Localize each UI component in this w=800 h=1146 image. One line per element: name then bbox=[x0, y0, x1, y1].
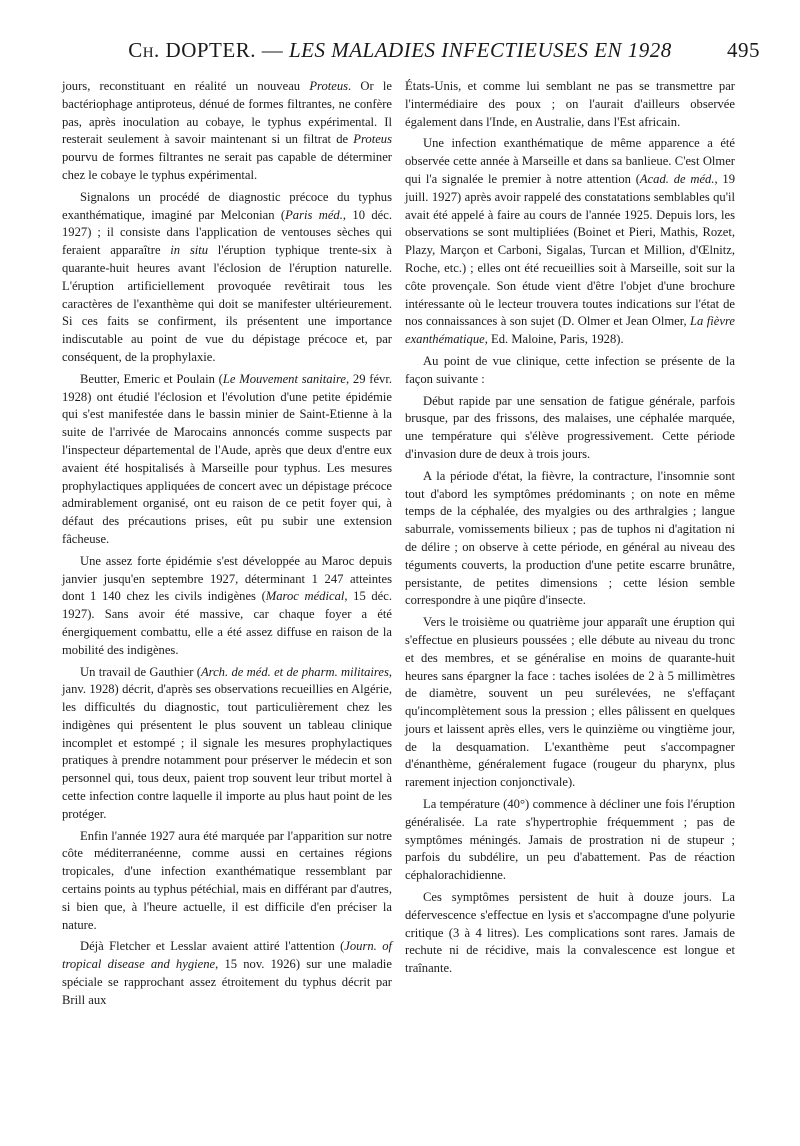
paragraph: Enfin l'année 1927 aura été marquée par l'apparition sur notre côte méditerranéenne, comme aussi en certaines régions tropicales, d'une infection exanthématique ressemblant par certains points au typhus pétéchial, mais en différant par d'autres, si bien que, à l'heure actuelle, il est difficile d'en préciser la nature. bbox=[62, 828, 392, 932]
left-column bbox=[62, 78, 392, 1010]
running-header bbox=[60, 38, 760, 72]
paragraph: Signalons un procédé de diagnostic précoce du typhus exanthématique, imaginé par Melconian (Paris méd., 10 déc. 1927) ; il consiste dans l'application de ventouses sèches qui feraient apparaître in situ l'éruption typhique trente-six à quarante-huit heures avant l'éclosion de l'éruption naturelle. L'éruption artificiellement provoquée revêtirait tous les caractères de l'exanthème qui doit se manifester ultérieurement. Si ces faits se confirment, ils présentent une importance indiscutable au point de vue du dépistage précoce et, par conséquent, de la prophylaxie. bbox=[62, 189, 392, 364]
paragraph: La température (40°) commence à décliner une fois l'éruption généralisée. La rate s'hypertrophie fréquemment ; pas de symptômes méningés. Jamais de prostration ni de stupeur ; parfois du subdélire, un peu d'abattement. Pas de réaction céphalorachidienne. bbox=[405, 797, 735, 883]
paragraph: Vers le troisième ou quatrième jour apparaît une éruption qui s'effectue en plusieurs poussées ; elle débute au niveau du tronc et des membres, et se généralise en moins de quarante-huit heures sans épargner la face : taches isolées de 2 à 5 millimètres de diamètre, souvent un peu surélevées, ne s'effaçant qu'incomplètement sous la pression ; elles pâlissent en quelques jours et laissent après elles, vers le quinzième ou vingtième jour, de la desquamation. L'exanthème peut s'accompagner d'énanthème, généralement fugace (rougeur du pharynx, plus rarement injection conjonctivale). bbox=[405, 615, 735, 790]
paragraph: Au point de vue clinique, cette infection se présente de la façon suivante : bbox=[405, 353, 735, 386]
paragraph: Ces symptômes persistent de huit à douze jours. La défervescence s'effectue en lysis et s'accompagne d'une polyurie critique (3 à 4 litres). Les complications sont rares. Jamais de rechute ni de récidive, mais la convalescence est longue et traînante. bbox=[405, 890, 735, 976]
paragraph: Beutter, Emeric et Poulain (Le Mouvement sanitaire, 29 févr. 1928) ont étudié l'éclosion et l'évolution d'une petite épidémie qui s'est manifestée dans le bassin minier de Saint-Etienne à la suite de l'arrivée de Marocains annoncés comme suspects par l'inspecteur départemental de l'Aude, après que deux d'entre eux avaient été hospitalisés à Marseille pour typhus. Les mesures prophylactiques appliquées de concert avec un dépistage précoce admirablement organisé, ont eu raison de ce petit foyer qui, à défaut des précautions prises, eût pu subir une extension fâcheuse. bbox=[62, 371, 392, 546]
paragraph: Une infection exanthématique de même apparence a été observée cette année à Marseille et dans sa banlieue. C'est Olmer qui l'a signalée le premier à notre attention (Acad. de méd., 19 juill. 1927) après avoir rappelé des constatations semblables qu'il avait été appelé à faire au cours de l'année 1925. Depuis lors, les observations se sont multipliées (Boinet et Pieri, Mathis, Rozet, Plazy, Marçon et Carboni, Sigalas, Turcan et Million, d'Œlnitz, Roche, etc.) ; elles ont été recueillies soit à Marseille, soit sur la côte provençale. Son étude vient d'être l'objet d'une brochure intéressante où le lecteur trouvera toutes indications sur l'état de nos connaissances à son sujet (D. Olmer et Jean Olmer, La fièvre exanthématique, Ed. Maloine, Paris, 1928). bbox=[405, 136, 736, 347]
header-title: LES MALADIES INFECTIEUSES EN 1928 bbox=[288, 38, 672, 62]
paragraph: jours, reconstituant en réalité un nouveau Proteus. Or le bactériophage antiproteus, dénué de formes filtrantes, ne confère pas, après inoculation au cobaye, le typhus expérimental. Il resterait seulement à savoir maintenant si un filtrat de Proteus pourvu de formes filtrantes ne serait pas capable de déterminer chez le cobaye le typhus expérimental. bbox=[62, 79, 392, 182]
paragraph: Déjà Fletcher et Lesslar avaient attiré l'attention (Journ. of tropical disease and hygiene, 15 nov. 1926) sur une maladie spéciale se rapprochant assez étroitement du typhus décrit par Brill aux bbox=[62, 939, 393, 1007]
paragraph: États-Unis, et comme lui semblant ne pas se transmettre par l'intermédiaire des poux ; on l'aurait d'ailleurs observée également dans l'Inde, en Australie, dans l'Est africain. bbox=[405, 79, 735, 129]
header-author: Ch. DOPTER. bbox=[128, 38, 256, 62]
right-column bbox=[405, 78, 735, 978]
paragraph: Début rapide par une sensation de fatigue générale, parfois brusque, par des frissons, des malaises, une céphalée marquée, une température qui s'élève progressivement. Cette période d'invasion dure de deux à trois jours. bbox=[405, 393, 735, 461]
page-number: 495 bbox=[727, 38, 760, 62]
paragraph: Un travail de Gauthier (Arch. de méd. et de pharm. militaires, janv. 1928) décrit, d'après ses observations recueillies en Algérie, les difficultés du diagnostic, tout particulièrement chez les indigènes qui présentent le plus souvent un tableau clinique incomplet et estompé ; il signale les mesures prophylactiques pratiques à prendre notamment pour préserver le médecin et son personnel qui, tous deux, paient trop souvent leur tribut mortel à cette infection contre laquelle il importe au plus haut point de les protéger. bbox=[62, 664, 393, 821]
paragraph: A la période d'état, la fièvre, la contracture, l'insomnie sont tout d'abord les symptômes prédominants ; on note en même temps de la céphalée, des myalgies ou des arthralgies ; langue saburrale, vomissements bilieux ; pas de tuphos ni d'agitation ni de délire ; on observe à cette période, en général au niveau des téguments couverts, la production d'une petite escarre brunâtre, persistante, de petites dimensions ; cette lésion semble correspondre à une piqûre d'insecte. bbox=[405, 468, 735, 608]
header-dash: — bbox=[255, 38, 289, 62]
paragraph: Une assez forte épidémie s'est développée au Maroc depuis janvier jusqu'en septembre 1927, déterminant 1 247 atteintes dont 1 140 chez les civils indigènes (Maroc médical, 15 déc. 1927). Sans avoir été massive, car chaque foyer a été énergiquement combattu, elle a été assez diffuse en raison de la mobilité des indigènes. bbox=[62, 553, 392, 657]
